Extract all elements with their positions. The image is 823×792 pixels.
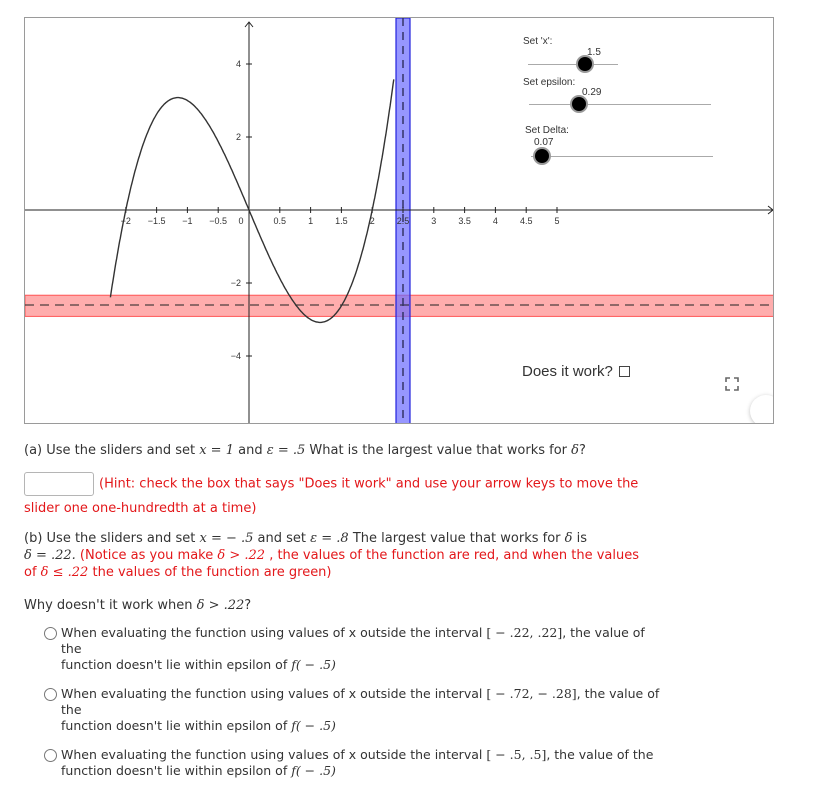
- part-a-suffix: What is the largest value that works for: [305, 443, 572, 458]
- part-a-prefix: (a) Use the sliders and set: [24, 443, 200, 458]
- part-a-question: [24, 442, 586, 459]
- part-b-suffix: The largest value that works for: [348, 531, 565, 546]
- fullscreen-button[interactable]: [750, 395, 774, 424]
- does-it-work-checkbox[interactable]: [619, 366, 630, 377]
- svg-text:2.5: 2.5: [396, 216, 410, 226]
- option-2-radio[interactable]: [44, 688, 57, 701]
- svg-text:−1.5: −1.5: [147, 216, 166, 226]
- svg-text:0: 0: [238, 216, 244, 226]
- part-a-qmark: ?: [579, 443, 586, 458]
- why-question: [24, 597, 251, 614]
- fullscreen-icon: [725, 377, 739, 391]
- slider-x-label: Set 'x':: [523, 36, 553, 47]
- part-b-delta: δ: [564, 531, 573, 546]
- option-1-text: When evaluating the function using values of x outside the interval [ − .22, .22], the value of the function doesn't lie within epsilon of f( − .5): [61, 625, 645, 672]
- svg-text:1: 1: [308, 216, 314, 226]
- svg-text:3.5: 3.5: [458, 216, 471, 226]
- svg-text:2: 2: [369, 216, 375, 226]
- svg-text:4: 4: [235, 59, 241, 69]
- part-a-answer-input[interactable]: [24, 472, 94, 496]
- function-graph[interactable]: [24, 17, 774, 424]
- option-3-text: When evaluating the function using values of x outside the interval [ − .5, .5], the value of the function doesn't lie within epsilon of f( − .5): [61, 747, 654, 778]
- slider-epsilon-label: Set epsilon:: [523, 77, 576, 88]
- svg-text:−2: −2: [120, 216, 131, 226]
- part-a-mid: and: [233, 443, 267, 458]
- geogebra-applet[interactable]: [24, 17, 774, 424]
- part-b-epsilon-equation: ε = .8: [310, 531, 349, 546]
- part-b-notice3: of: [24, 565, 41, 580]
- slider-epsilon-handle[interactable]: [572, 97, 586, 111]
- svg-text:5: 5: [554, 216, 560, 226]
- option-1[interactable]: [44, 625, 664, 673]
- svg-text:−1: −1: [182, 216, 193, 226]
- svg-text:1.5: 1.5: [335, 216, 348, 226]
- part-b-notice2: , the values of the function are red, and when the values: [265, 548, 640, 563]
- part-b-notice4: the values of the function are green): [88, 565, 332, 580]
- option-2[interactable]: [44, 686, 664, 734]
- option-3-radio[interactable]: [44, 749, 57, 762]
- svg-text:−4: −4: [230, 351, 241, 361]
- part-b-prefix: (b) Use the sliders and set: [24, 531, 200, 546]
- part-b-delta-le: δ ≤ .22: [40, 565, 89, 580]
- svg-text:4.5: 4.5: [519, 216, 533, 226]
- part-b-x-equation: x = − .5: [199, 531, 254, 546]
- part-a-x-equation: x = 1: [199, 443, 234, 458]
- part-a-hint-line1: (Hint: check the box that says "Does it work" and use your arrow keys to move the: [99, 476, 639, 492]
- why-qmark: ?: [244, 598, 252, 613]
- svg-text:0.5: 0.5: [273, 216, 287, 226]
- part-a-answer-row: [24, 472, 638, 496]
- part-b-mid: and set: [253, 531, 311, 546]
- svg-text:−0.5: −0.5: [209, 216, 228, 226]
- slider-delta-label: Set Delta:: [525, 125, 569, 136]
- slider-x-value: 1.5: [587, 47, 601, 58]
- part-b-is: is: [572, 531, 587, 546]
- why-math: δ > .22: [196, 598, 245, 613]
- part-b-delta-gt: δ > .22: [217, 548, 266, 563]
- part-a-epsilon-equation: ε = .5: [266, 443, 306, 458]
- function-curve: [110, 79, 393, 322]
- does-it-work-checkbox-row[interactable]: [522, 363, 630, 380]
- slider-delta-handle[interactable]: [535, 149, 549, 163]
- part-a-delta: δ: [571, 443, 579, 458]
- slider-delta-value: 0.07: [534, 137, 554, 148]
- part-b-notice1: (Notice as you make: [75, 548, 218, 563]
- answer-options: [44, 625, 664, 792]
- option-1-radio[interactable]: [44, 627, 57, 640]
- slider-epsilon-value: 0.29: [582, 87, 602, 98]
- part-b-delta-answer: δ = .22.: [24, 548, 76, 563]
- slider-epsilon-track[interactable]: [529, 104, 711, 105]
- option-3[interactable]: [44, 747, 664, 779]
- svg-text:3: 3: [431, 216, 437, 226]
- option-2-text: When evaluating the function using values of x outside the interval [ − .72, − .28], the value of the function doesn't lie within epsilon of f( − .5): [61, 686, 660, 733]
- part-a-hint-line2: slider one one-hundredth at a time): [24, 501, 257, 516]
- slider-delta-track[interactable]: [531, 156, 713, 157]
- svg-text:2: 2: [235, 132, 241, 142]
- svg-text:4: 4: [492, 216, 498, 226]
- part-b-statement: [24, 530, 684, 581]
- does-it-work-label: Does it work?: [522, 363, 613, 380]
- slider-x-track[interactable]: [528, 64, 618, 65]
- why-text: Why doesn't it work when: [24, 598, 197, 613]
- slider-x-handle[interactable]: [578, 57, 592, 71]
- svg-text:−2: −2: [230, 278, 241, 288]
